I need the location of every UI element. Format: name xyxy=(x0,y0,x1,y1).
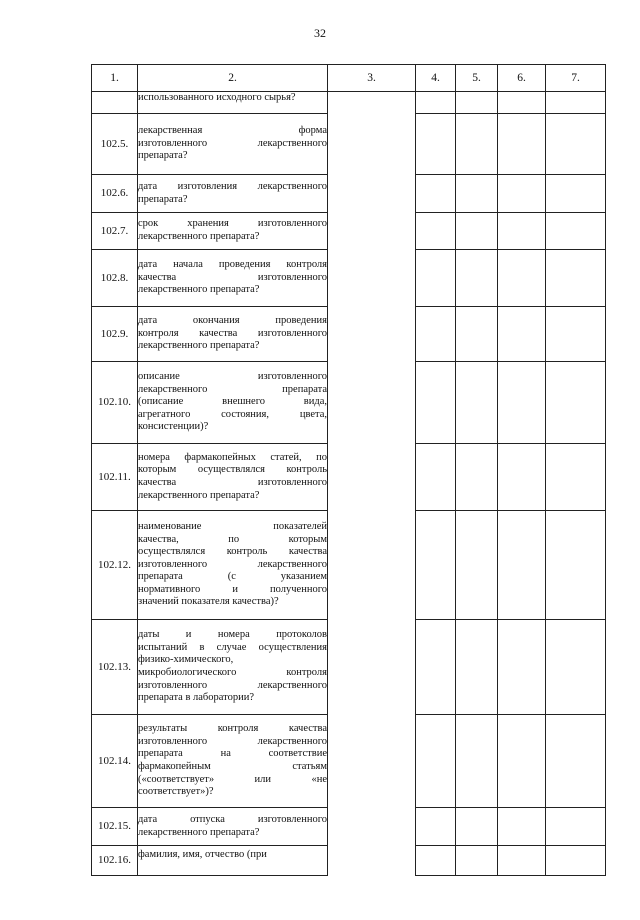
question-text xyxy=(138,620,328,715)
question-line: лекарственного препарата? xyxy=(138,826,260,838)
item-number: 102.8. xyxy=(92,250,138,307)
answer-cell-col-5 xyxy=(456,114,498,175)
question-line: (описание внешнего вида, xyxy=(138,396,327,408)
question-text xyxy=(138,511,328,620)
column-header-6: 6. xyxy=(498,65,546,92)
answer-cell-col-7 xyxy=(546,175,606,213)
question-line: осуществлялся контроль качества xyxy=(138,546,327,558)
question-line: срок хранения изготовленного xyxy=(138,218,327,230)
answer-cell-col-4 xyxy=(416,175,456,213)
question-line: («соответствует» или «не xyxy=(138,773,327,785)
answer-cell-col-6 xyxy=(498,511,546,620)
answer-cell-col-6 xyxy=(498,92,546,114)
column-header-1: 1. xyxy=(92,65,138,92)
column-3-cell xyxy=(328,92,416,876)
question-line: значений показателя качества)? xyxy=(138,596,279,608)
answer-cell-col-4 xyxy=(416,362,456,444)
question-line: препарата на соответствие xyxy=(138,748,327,760)
question-line: контроля качества изготовленного xyxy=(138,327,327,339)
question-text xyxy=(138,715,328,808)
answer-cell-col-5 xyxy=(456,846,498,876)
question-line: консистенции)? xyxy=(138,421,209,433)
answer-cell-col-4 xyxy=(416,213,456,250)
item-number: 102.6. xyxy=(92,175,138,213)
answer-cell-col-5 xyxy=(456,715,498,808)
answer-cell-col-7 xyxy=(546,362,606,444)
answer-cell-col-5 xyxy=(456,362,498,444)
answer-cell-col-5 xyxy=(456,620,498,715)
question-line: изготовленного лекарственного xyxy=(138,558,327,570)
question-line: использованного исходного сырья? xyxy=(138,92,296,103)
question-line: лекарственного препарата? xyxy=(138,489,260,501)
question-text xyxy=(138,846,328,876)
answer-cell-col-7 xyxy=(546,92,606,114)
question-text xyxy=(138,307,328,362)
question-text xyxy=(138,808,328,846)
question-line: препарата? xyxy=(138,193,188,205)
answer-cell-col-4 xyxy=(416,620,456,715)
question-line: дата окончания проведения xyxy=(138,315,327,327)
question-line: физико-химического, xyxy=(138,654,234,666)
answer-cell-col-7 xyxy=(546,307,606,362)
item-number: 102.10. xyxy=(92,362,138,444)
question-line: даты и номера протоколов xyxy=(138,629,327,641)
answer-cell-col-6 xyxy=(498,213,546,250)
checklist-table xyxy=(91,64,606,876)
question-line: агрегатного состояния, цвета, xyxy=(138,408,327,420)
item-number: 102.16. xyxy=(92,846,138,876)
item-number: 102.9. xyxy=(92,307,138,362)
answer-cell-col-7 xyxy=(546,444,606,511)
question-text xyxy=(138,444,328,511)
answer-cell-col-7 xyxy=(546,213,606,250)
answer-cell-col-6 xyxy=(498,362,546,444)
question-line: которым осуществлялся контроль xyxy=(138,464,327,476)
column-header-5: 5. xyxy=(456,65,498,92)
answer-cell-col-5 xyxy=(456,444,498,511)
answer-cell-col-5 xyxy=(456,250,498,307)
question-text xyxy=(138,250,328,307)
answer-cell-col-6 xyxy=(498,715,546,808)
column-header-3: 3. xyxy=(328,65,416,92)
answer-cell-col-4 xyxy=(416,250,456,307)
question-line: лекарственного препарата? xyxy=(138,340,260,352)
column-header-2: 2. xyxy=(138,65,328,92)
answer-cell-col-6 xyxy=(498,307,546,362)
answer-cell-col-7 xyxy=(546,715,606,808)
question-text xyxy=(138,213,328,250)
answer-cell-col-4 xyxy=(416,92,456,114)
question-text xyxy=(138,92,328,114)
column-header-7: 7. xyxy=(546,65,606,92)
question-line: наименование показателей xyxy=(138,520,327,532)
answer-cell-col-7 xyxy=(546,620,606,715)
question-line: качества, по которым xyxy=(138,533,327,545)
answer-cell-col-7 xyxy=(546,114,606,175)
question-line: дата начала проведения контроля xyxy=(138,259,327,271)
answer-cell-col-6 xyxy=(498,846,546,876)
question-line: микробиологического контроля xyxy=(138,667,327,678)
question-line: фармакопейным статьям xyxy=(138,761,327,772)
item-number: 102.13. xyxy=(92,620,138,715)
answer-cell-col-6 xyxy=(498,250,546,307)
question-line: качества изготовленного xyxy=(138,477,327,488)
answer-cell-col-6 xyxy=(498,175,546,213)
question-line: описание изготовленного xyxy=(138,371,327,383)
answer-cell-col-5 xyxy=(456,808,498,846)
answer-cell-col-7 xyxy=(546,250,606,307)
question-line: лекарственного препарата? xyxy=(138,284,260,296)
question-text xyxy=(138,175,328,213)
question-line: препарата (с указанием xyxy=(138,571,327,583)
question-line: испытаний в случае осуществления xyxy=(138,641,327,653)
answer-cell-col-6 xyxy=(498,114,546,175)
header-row xyxy=(92,65,606,92)
answer-cell-col-4 xyxy=(416,114,456,175)
question-line: дата изготовления лекарственного xyxy=(138,180,327,192)
question-line: изготовленного лекарственного xyxy=(138,735,327,747)
answer-cell-col-5 xyxy=(456,213,498,250)
answer-cell-col-7 xyxy=(546,808,606,846)
answer-cell-col-4 xyxy=(416,715,456,808)
question-text xyxy=(138,362,328,444)
question-line: дата отпуска изготовленного xyxy=(138,813,327,825)
item-number: 102.15. xyxy=(92,808,138,846)
item-number: 102.7. xyxy=(92,213,138,250)
question-line: соответствует»)? xyxy=(138,786,214,798)
answer-cell-col-5 xyxy=(456,511,498,620)
answer-cell-col-4 xyxy=(416,511,456,620)
answer-cell-col-6 xyxy=(498,808,546,846)
answer-cell-col-4 xyxy=(416,808,456,846)
answer-cell-col-5 xyxy=(456,307,498,362)
question-text xyxy=(138,114,328,175)
question-line: номера фармакопейных статей, по xyxy=(138,451,327,463)
item-number: 102.12. xyxy=(92,511,138,620)
answer-cell-col-5 xyxy=(456,175,498,213)
item-number: 102.14. xyxy=(92,715,138,808)
answer-cell-col-5 xyxy=(456,92,498,114)
question-line: фамилия, имя, отчество (при xyxy=(138,849,267,860)
item-number xyxy=(92,92,138,114)
question-line: нормативного и полученного xyxy=(138,583,327,595)
answer-cell-col-4 xyxy=(416,444,456,511)
question-line: качества изготовленного xyxy=(138,271,327,283)
question-line: изготовленного лекарственного xyxy=(138,679,327,691)
page-number: 32 xyxy=(314,26,326,40)
answer-cell-col-7 xyxy=(546,511,606,620)
column-header-4: 4. xyxy=(416,65,456,92)
question-line: результаты контроля качества xyxy=(138,723,327,735)
question-line: препарата в лаборатории? xyxy=(138,692,255,704)
item-number: 102.11. xyxy=(92,444,138,511)
item-number: 102.5. xyxy=(92,114,138,175)
answer-cell-col-4 xyxy=(416,846,456,876)
question-line: препарата? xyxy=(138,150,188,162)
answer-cell-col-7 xyxy=(546,846,606,876)
table-row xyxy=(92,92,606,114)
question-line: лекарственного препарата xyxy=(138,383,327,395)
answer-cell-col-6 xyxy=(498,620,546,715)
question-line: изготовленного лекарственного xyxy=(138,137,327,149)
answer-cell-col-4 xyxy=(416,307,456,362)
answer-cell-col-6 xyxy=(498,444,546,511)
question-line: лекарственная форма xyxy=(138,125,327,137)
question-line: лекарственного препарата? xyxy=(138,231,260,242)
